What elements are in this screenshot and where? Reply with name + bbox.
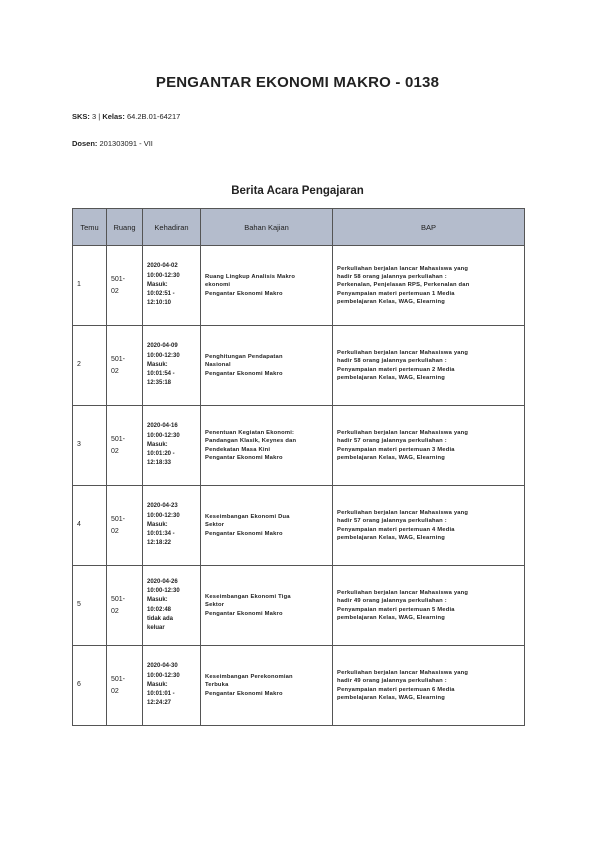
cell-bahan-kajian — [201, 406, 333, 486]
dosen-value: 201303091 - VII — [99, 139, 153, 148]
cell-bahan-kajian — [201, 246, 333, 326]
cell-bahan-kajian-line: Pengantar Ekonomi Makro — [205, 690, 283, 697]
cell-kehadiran-line: 2020-04-23 — [147, 503, 178, 510]
cell-kehadiran — [143, 486, 201, 566]
cell-kehadiran — [143, 406, 201, 486]
lecturer-meta-line — [72, 139, 153, 148]
cell-bap-line: pembelajaran Kelas, WAG, Elearning — [337, 299, 445, 306]
cell-temu: 3 — [73, 406, 107, 486]
header-ruang: Ruang — [107, 209, 143, 246]
cell-bahan-kajian-line: Keseimbangan Perekonomian — [205, 673, 293, 680]
cell-temu: 2 — [73, 326, 107, 406]
cell-kehadiran-line: Masuk: — [147, 281, 168, 288]
cell-bap-line: hadir 57 orang jalannya perkuliahan : — [337, 438, 447, 445]
cell-kehadiran-line: keluar — [147, 625, 165, 632]
table-body — [73, 246, 525, 726]
cell-bap-line: Penyampaian materi pertemuan 4 Media — [337, 526, 455, 533]
cell-kehadiran-line: 12:10:10 — [147, 300, 172, 307]
header-bap: BAP — [333, 209, 525, 246]
cell-bahan-kajian-line: Nasional — [205, 362, 231, 369]
cell-ruang — [107, 326, 143, 406]
cell-ruang-line: 02 — [111, 687, 119, 695]
cell-kehadiran — [143, 646, 201, 726]
cell-bahan-kajian-line: Keseimbangan Ekonomi Tiga — [205, 593, 291, 600]
cell-kehadiran-line: Masuk: — [147, 681, 168, 688]
table-header-row — [73, 209, 525, 246]
cell-ruang-line: 02 — [111, 607, 119, 615]
cell-bap-line: Perkenalan, Penjelasan RPS, Perkenalan dan — [337, 282, 470, 289]
cell-ruang-line: 501- — [111, 356, 126, 364]
table-row — [73, 486, 525, 566]
cell-kehadiran-line: 10:00-12:30 — [147, 432, 180, 439]
kelas-value: 64.2B.01-64217 — [126, 112, 181, 121]
cell-bahan-kajian-line: Pengantar Ekonomi Makro — [205, 454, 283, 461]
cell-ruang-line: 02 — [111, 367, 119, 375]
cell-bap-line: hadir 49 orang jalannya perkuliahan : — [337, 678, 447, 685]
cell-bap-line: Perkuliahan berjalan lancar Mahasiswa yang — [337, 589, 469, 596]
cell-kehadiran-line: 12:18:33 — [147, 460, 172, 467]
page-title: PENGANTAR EKONOMI MAKRO - 0138 — [155, 74, 440, 91]
cell-bap-line: pembelajaran Kelas, WAG, Elearning — [337, 374, 445, 381]
cell-kehadiran-line: 2020-04-09 — [147, 343, 178, 350]
cell-kehadiran-line: 10:02:48 — [147, 606, 172, 613]
cell-ruang — [107, 566, 143, 646]
cell-bahan-kajian-line: Pengantar Ekonomi Makro — [205, 530, 283, 537]
cell-bap-line: Penyampaian materi pertemuan 6 Media — [337, 686, 455, 693]
separator: | — [98, 112, 101, 121]
cell-bahan-kajian — [201, 646, 333, 726]
cell-bap-line: hadir 58 orang jalannya perkuliahan : — [337, 358, 447, 365]
cell-kehadiran-line: 10:01:20 - — [147, 451, 175, 458]
course-meta-line — [72, 112, 180, 121]
cell-kehadiran-line: 10:02:51 - — [147, 291, 175, 298]
table-row — [73, 246, 525, 326]
cell-bahan-kajian-line: Pandangan Klasik, Keynes dan — [205, 438, 297, 445]
cell-ruang-line: 501- — [111, 436, 126, 444]
cell-kehadiran-line: 10:00-12:30 — [147, 272, 180, 279]
cell-bap-line: pembelajaran Kelas, WAG, Elearning — [337, 614, 445, 621]
cell-bahan-kajian-line: Sektor — [205, 522, 225, 529]
cell-kehadiran-line: 2020-04-02 — [147, 263, 178, 270]
table-row — [73, 326, 525, 406]
cell-ruang-line: 501- — [111, 676, 126, 684]
cell-kehadiran-line: tidak ada — [147, 615, 174, 622]
cell-bap-line: hadir 57 orang jalannya perkuliahan : — [337, 518, 447, 525]
cell-bap-line: pembelajaran Kelas, WAG, Elearning — [337, 454, 445, 461]
cell-bahan-kajian-line: ekonomi — [205, 282, 231, 289]
cell-bahan-kajian-line: Pengantar Ekonomi Makro — [205, 370, 283, 377]
cell-bap-line: pembelajaran Kelas, WAG, Elearning — [337, 534, 445, 541]
cell-bap — [333, 566, 525, 646]
cell-bap — [333, 646, 525, 726]
cell-bahan-kajian-line: Ruang Lingkup Analisis Makro — [205, 273, 296, 280]
cell-kehadiran-line: 10:00-12:30 — [147, 352, 180, 359]
cell-bap — [333, 486, 525, 566]
dosen-label: Dosen: — [72, 139, 98, 148]
cell-kehadiran-line: Masuk: — [147, 361, 168, 368]
cell-kehadiran-line: 12:24:27 — [147, 700, 172, 707]
table-row — [73, 646, 525, 726]
cell-bap-line: Perkuliahan berjalan lancar Mahasiswa yang — [337, 669, 469, 676]
cell-ruang-line: 02 — [111, 527, 119, 535]
cell-kehadiran — [143, 246, 201, 326]
cell-kehadiran-line: 2020-04-26 — [147, 578, 178, 585]
cell-kehadiran-line: 10:01:34 - — [147, 531, 175, 538]
cell-ruang-line: 501- — [111, 276, 126, 284]
cell-kehadiran-line: 10:00-12:30 — [147, 672, 180, 679]
cell-ruang-line: 501- — [111, 596, 126, 604]
cell-bahan-kajian — [201, 326, 333, 406]
cell-bap — [333, 406, 525, 486]
cell-bap-line: Penyampaian materi pertemuan 5 Media — [337, 606, 455, 613]
cell-bahan-kajian-line: Pendekatan Masa Kini — [205, 446, 271, 453]
cell-bap-line: Perkuliahan berjalan lancar Mahasiswa yang — [337, 265, 469, 272]
table-row — [73, 566, 525, 646]
cell-bap-line: Perkuliahan berjalan lancar Mahasiswa yang — [337, 429, 469, 436]
cell-bahan-kajian-line: Penentuan Kegiatan Ekonomi: — [205, 429, 295, 436]
cell-ruang — [107, 246, 143, 326]
cell-bahan-kajian-line: Sektor — [205, 602, 225, 609]
header-bahan-kajian: Bahan Kajian — [201, 209, 333, 246]
cell-bahan-kajian-line: Terbuka — [205, 682, 229, 689]
cell-kehadiran — [143, 566, 201, 646]
cell-kehadiran-line: 2020-04-30 — [147, 663, 178, 670]
cell-bap — [333, 246, 525, 326]
cell-bap-line: Penyampaian materi pertemuan 2 Media — [337, 366, 455, 373]
cell-temu: 6 — [73, 646, 107, 726]
kelas-label: Kelas: — [102, 112, 125, 121]
cell-bap-line: pembelajaran Kelas, WAG, Elearning — [337, 694, 445, 701]
cell-bap-line: hadir 49 orang jalannya perkuliahan : — [337, 598, 447, 605]
cell-bap-line: Penyampaian materi pertemuan 1 Media — [337, 290, 455, 297]
cell-bap-line: Perkuliahan berjalan lancar Mahasiswa yang — [337, 349, 469, 356]
header-kehadiran: Kehadiran — [143, 209, 201, 246]
header-temu: Temu — [73, 209, 107, 246]
cell-ruang-line: 02 — [111, 287, 119, 295]
cell-ruang-line: 501- — [111, 516, 126, 524]
cell-bahan-kajian-line: Keseimbangan Ekonomi Dua — [205, 513, 290, 520]
sks-value: 3 — [92, 112, 97, 121]
bap-table — [72, 208, 525, 726]
cell-temu: 1 — [73, 246, 107, 326]
cell-ruang — [107, 646, 143, 726]
table-row — [73, 406, 525, 486]
cell-bahan-kajian — [201, 566, 333, 646]
cell-kehadiran-line: Masuk: — [147, 521, 168, 528]
cell-kehadiran-line: 10:00-12:30 — [147, 587, 180, 594]
cell-kehadiran-line: Masuk: — [147, 441, 168, 448]
cell-bap-line: Perkuliahan berjalan lancar Mahasiswa yang — [337, 509, 469, 516]
cell-bahan-kajian-line: Pengantar Ekonomi Makro — [205, 290, 283, 297]
cell-kehadiran — [143, 326, 201, 406]
cell-kehadiran-line: 12:18:22 — [147, 540, 172, 547]
cell-temu: 4 — [73, 486, 107, 566]
cell-bahan-kajian-line: Penghitungan Pendapatan — [205, 353, 283, 360]
cell-ruang — [107, 406, 143, 486]
cell-bahan-kajian — [201, 486, 333, 566]
section-title: Berita Acara Pengajaran — [231, 185, 364, 197]
cell-kehadiran-line: 12:35:18 — [147, 380, 172, 387]
cell-kehadiran-line: 10:01:01 - — [147, 691, 175, 698]
cell-ruang — [107, 486, 143, 566]
cell-bap-line: hadir 58 orang jalannya perkuliahan : — [337, 273, 447, 280]
cell-kehadiran-line: Masuk: — [147, 597, 168, 604]
cell-bap — [333, 326, 525, 406]
cell-bap-line: Penyampaian materi pertemuan 3 Media — [337, 446, 455, 453]
cell-kehadiran-line: 10:00-12:30 — [147, 512, 180, 519]
cell-ruang-line: 02 — [111, 447, 119, 455]
sks-label: SKS: — [72, 112, 90, 121]
cell-kehadiran-line: 10:01:54 - — [147, 371, 175, 378]
cell-bahan-kajian-line: Pengantar Ekonomi Makro — [205, 610, 283, 617]
cell-kehadiran-line: 2020-04-16 — [147, 423, 178, 430]
cell-temu: 5 — [73, 566, 107, 646]
